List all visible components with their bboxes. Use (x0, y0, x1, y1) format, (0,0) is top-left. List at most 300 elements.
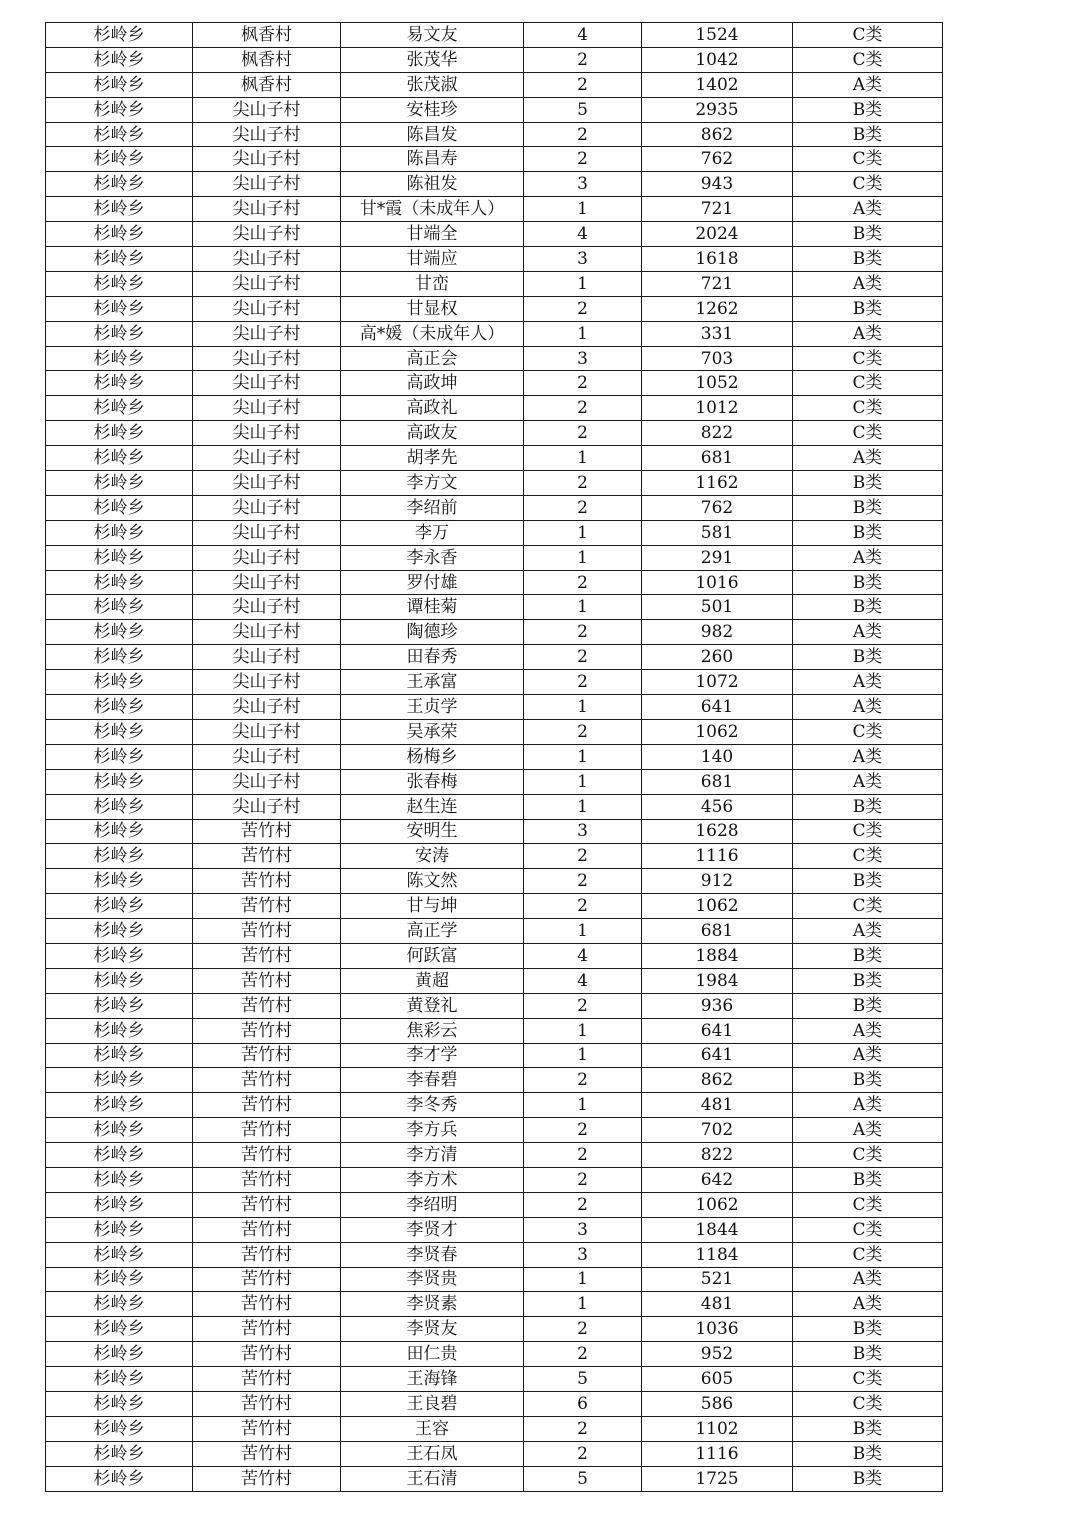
cell-village: 尖山子村 (193, 645, 341, 670)
cell-township: 杉岭乡 (46, 1466, 193, 1491)
cell-amount: 762 (642, 495, 793, 520)
cell-category: C类 (793, 396, 943, 421)
cell-township: 杉岭乡 (46, 446, 193, 471)
cell-village: 尖山子村 (193, 520, 341, 545)
cell-name: 李方清 (341, 1143, 524, 1168)
cell-township: 杉岭乡 (46, 222, 193, 247)
table-row (46, 1441, 943, 1466)
cell-category: B类 (793, 1068, 943, 1093)
cell-amount: 1062 (642, 719, 793, 744)
cell-township: 杉岭乡 (46, 1118, 193, 1143)
table-row (46, 321, 943, 346)
cell-amount: 605 (642, 1367, 793, 1392)
cell-township: 杉岭乡 (46, 769, 193, 794)
cell-village: 尖山子村 (193, 471, 341, 496)
cell-household-size: 2 (524, 471, 642, 496)
cell-category: C类 (793, 819, 943, 844)
table-row (46, 1018, 943, 1043)
cell-category: B类 (793, 570, 943, 595)
cell-village: 尖山子村 (193, 769, 341, 794)
cell-township: 杉岭乡 (46, 545, 193, 570)
cell-household-size: 3 (524, 172, 642, 197)
cell-village: 尖山子村 (193, 371, 341, 396)
cell-township: 杉岭乡 (46, 844, 193, 869)
cell-name: 赵生连 (341, 794, 524, 819)
cell-village: 尖山子村 (193, 222, 341, 247)
cell-village: 尖山子村 (193, 296, 341, 321)
cell-household-size: 2 (524, 719, 642, 744)
cell-name: 李方文 (341, 471, 524, 496)
cell-amount: 1012 (642, 396, 793, 421)
cell-amount: 1072 (642, 670, 793, 695)
cell-township: 杉岭乡 (46, 371, 193, 396)
cell-village: 苦竹村 (193, 1043, 341, 1068)
cell-amount: 1062 (642, 894, 793, 919)
cell-name: 罗付雄 (341, 570, 524, 595)
cell-amount: 481 (642, 1093, 793, 1118)
table-row (46, 1367, 943, 1392)
cell-township: 杉岭乡 (46, 247, 193, 272)
cell-amount: 1116 (642, 844, 793, 869)
cell-amount: 1184 (642, 1242, 793, 1267)
cell-household-size: 1 (524, 794, 642, 819)
table-row (46, 346, 943, 371)
table-row (46, 1143, 943, 1168)
cell-category: B类 (793, 1342, 943, 1367)
cell-household-size: 1 (524, 1292, 642, 1317)
table-row (46, 197, 943, 222)
cell-township: 杉岭乡 (46, 495, 193, 520)
cell-household-size: 1 (524, 545, 642, 570)
cell-household-size: 1 (524, 1093, 642, 1118)
cell-township: 杉岭乡 (46, 695, 193, 720)
cell-name: 甘与坤 (341, 894, 524, 919)
cell-township: 杉岭乡 (46, 520, 193, 545)
table-row (46, 421, 943, 446)
cell-village: 尖山子村 (193, 670, 341, 695)
cell-household-size: 1 (524, 520, 642, 545)
cell-township: 杉岭乡 (46, 1143, 193, 1168)
cell-category: B类 (793, 595, 943, 620)
cell-village: 尖山子村 (193, 620, 341, 645)
cell-name: 李冬秀 (341, 1093, 524, 1118)
cell-township: 杉岭乡 (46, 993, 193, 1018)
table-row (46, 396, 943, 421)
table-row (46, 97, 943, 122)
cell-name: 焦彩云 (341, 1018, 524, 1043)
cell-category: C类 (793, 47, 943, 72)
cell-amount: 822 (642, 1143, 793, 1168)
cell-village: 苦竹村 (193, 1217, 341, 1242)
cell-category: C类 (793, 1242, 943, 1267)
table-row (46, 1068, 943, 1093)
table-row (46, 247, 943, 272)
cell-amount: 703 (642, 346, 793, 371)
cell-household-size: 1 (524, 744, 642, 769)
table-row (46, 719, 943, 744)
cell-name: 黄超 (341, 968, 524, 993)
table-row (46, 645, 943, 670)
table-row (46, 869, 943, 894)
cell-amount: 943 (642, 172, 793, 197)
cell-category: B类 (793, 968, 943, 993)
cell-township: 杉岭乡 (46, 919, 193, 944)
cell-household-size: 2 (524, 495, 642, 520)
cell-name: 安涛 (341, 844, 524, 869)
table-row (46, 894, 943, 919)
cell-household-size: 3 (524, 1217, 642, 1242)
cell-name: 杨梅乡 (341, 744, 524, 769)
cell-amount: 260 (642, 645, 793, 670)
cell-category: B类 (793, 520, 943, 545)
cell-household-size: 2 (524, 844, 642, 869)
cell-name: 李绍前 (341, 495, 524, 520)
cell-category: B类 (793, 794, 943, 819)
cell-amount: 1524 (642, 23, 793, 48)
cell-name: 易文友 (341, 23, 524, 48)
cell-category: C类 (793, 172, 943, 197)
cell-category: A类 (793, 1043, 943, 1068)
cell-category: C类 (793, 421, 943, 446)
cell-household-size: 2 (524, 1118, 642, 1143)
cell-township: 杉岭乡 (46, 794, 193, 819)
cell-township: 杉岭乡 (46, 97, 193, 122)
table-row (46, 1043, 943, 1068)
cell-name: 田仁贵 (341, 1342, 524, 1367)
cell-name: 高政坤 (341, 371, 524, 396)
cell-name: 李方兵 (341, 1118, 524, 1143)
cell-name: 张茂淑 (341, 72, 524, 97)
table-row (46, 844, 943, 869)
cell-amount: 642 (642, 1167, 793, 1192)
cell-category: A类 (793, 670, 943, 695)
cell-township: 杉岭乡 (46, 620, 193, 645)
cell-village: 苦竹村 (193, 1292, 341, 1317)
table-row (46, 1192, 943, 1217)
cell-amount: 581 (642, 520, 793, 545)
cell-village: 苦竹村 (193, 1416, 341, 1441)
cell-category: B类 (793, 97, 943, 122)
cell-township: 杉岭乡 (46, 1367, 193, 1392)
cell-name: 高正会 (341, 346, 524, 371)
cell-township: 杉岭乡 (46, 471, 193, 496)
cell-household-size: 5 (524, 1367, 642, 1392)
cell-township: 杉岭乡 (46, 23, 193, 48)
table-row (46, 1391, 943, 1416)
cell-amount: 936 (642, 993, 793, 1018)
table-row (46, 919, 943, 944)
cell-village: 苦竹村 (193, 1391, 341, 1416)
cell-village: 苦竹村 (193, 1167, 341, 1192)
cell-village: 苦竹村 (193, 1267, 341, 1292)
cell-amount: 1042 (642, 47, 793, 72)
cell-category: A类 (793, 72, 943, 97)
cell-category: A类 (793, 1093, 943, 1118)
cell-amount: 1116 (642, 1441, 793, 1466)
cell-amount: 702 (642, 1118, 793, 1143)
cell-name: 谭桂菊 (341, 595, 524, 620)
cell-household-size: 5 (524, 97, 642, 122)
cell-amount: 140 (642, 744, 793, 769)
cell-category: C类 (793, 371, 943, 396)
cell-amount: 291 (642, 545, 793, 570)
cell-township: 杉岭乡 (46, 122, 193, 147)
cell-name: 高*媛（未成年人） (341, 321, 524, 346)
cell-village: 尖山子村 (193, 271, 341, 296)
cell-name: 甘端应 (341, 247, 524, 272)
cell-category: C类 (793, 844, 943, 869)
cell-name: 高正学 (341, 919, 524, 944)
cell-township: 杉岭乡 (46, 645, 193, 670)
cell-household-size: 1 (524, 321, 642, 346)
cell-amount: 982 (642, 620, 793, 645)
cell-category: A类 (793, 1292, 943, 1317)
cell-amount: 681 (642, 446, 793, 471)
cell-village: 苦竹村 (193, 1466, 341, 1491)
cell-amount: 762 (642, 147, 793, 172)
cell-name: 陈昌发 (341, 122, 524, 147)
cell-amount: 1844 (642, 1217, 793, 1242)
cell-township: 杉岭乡 (46, 819, 193, 844)
cell-name: 王石凤 (341, 1441, 524, 1466)
cell-amount: 1062 (642, 1192, 793, 1217)
cell-township: 杉岭乡 (46, 1342, 193, 1367)
cell-amount: 481 (642, 1292, 793, 1317)
cell-household-size: 2 (524, 122, 642, 147)
cell-household-size: 2 (524, 620, 642, 645)
cell-village: 苦竹村 (193, 819, 341, 844)
cell-category: B类 (793, 222, 943, 247)
data-table (45, 22, 943, 1492)
cell-township: 杉岭乡 (46, 47, 193, 72)
cell-amount: 681 (642, 769, 793, 794)
cell-household-size: 2 (524, 421, 642, 446)
cell-township: 杉岭乡 (46, 396, 193, 421)
cell-township: 杉岭乡 (46, 943, 193, 968)
cell-household-size: 1 (524, 197, 642, 222)
cell-amount: 1725 (642, 1466, 793, 1491)
cell-household-size: 1 (524, 695, 642, 720)
cell-township: 杉岭乡 (46, 271, 193, 296)
table-row (46, 1118, 943, 1143)
cell-amount: 1102 (642, 1416, 793, 1441)
cell-category: A类 (793, 197, 943, 222)
cell-village: 尖山子村 (193, 396, 341, 421)
table-row (46, 769, 943, 794)
cell-village: 尖山子村 (193, 197, 341, 222)
cell-category: B类 (793, 993, 943, 1018)
table-row (46, 819, 943, 844)
cell-category: C类 (793, 23, 943, 48)
cell-township: 杉岭乡 (46, 869, 193, 894)
cell-township: 杉岭乡 (46, 1192, 193, 1217)
cell-amount: 1984 (642, 968, 793, 993)
cell-household-size: 1 (524, 271, 642, 296)
cell-name: 何跃富 (341, 943, 524, 968)
cell-name: 陈昌寿 (341, 147, 524, 172)
cell-household-size: 2 (524, 47, 642, 72)
table-body (46, 23, 943, 1492)
cell-amount: 1016 (642, 570, 793, 595)
cell-category: B类 (793, 1167, 943, 1192)
cell-township: 杉岭乡 (46, 1043, 193, 1068)
cell-village: 尖山子村 (193, 446, 341, 471)
cell-name: 王承富 (341, 670, 524, 695)
cell-category: B类 (793, 1416, 943, 1441)
cell-village: 枫香村 (193, 72, 341, 97)
cell-village: 苦竹村 (193, 943, 341, 968)
cell-household-size: 2 (524, 1317, 642, 1342)
cell-amount: 641 (642, 695, 793, 720)
cell-household-size: 1 (524, 919, 642, 944)
cell-household-size: 2 (524, 1441, 642, 1466)
cell-village: 苦竹村 (193, 1441, 341, 1466)
cell-village: 尖山子村 (193, 122, 341, 147)
cell-township: 杉岭乡 (46, 595, 193, 620)
cell-household-size: 4 (524, 23, 642, 48)
cell-name: 李方术 (341, 1167, 524, 1192)
cell-township: 杉岭乡 (46, 421, 193, 446)
table-row (46, 943, 943, 968)
table-row (46, 296, 943, 321)
cell-category: A类 (793, 1267, 943, 1292)
cell-name: 李贤贵 (341, 1267, 524, 1292)
cell-category: C类 (793, 1217, 943, 1242)
cell-amount: 1036 (642, 1317, 793, 1342)
cell-household-size: 1 (524, 1043, 642, 1068)
cell-category: A类 (793, 321, 943, 346)
cell-household-size: 2 (524, 1192, 642, 1217)
cell-village: 苦竹村 (193, 1018, 341, 1043)
cell-category: B类 (793, 1466, 943, 1491)
cell-category: A类 (793, 919, 943, 944)
cell-household-size: 1 (524, 1267, 642, 1292)
cell-township: 杉岭乡 (46, 296, 193, 321)
table-row (46, 23, 943, 48)
cell-township: 杉岭乡 (46, 1317, 193, 1342)
table-row (46, 147, 943, 172)
cell-name: 高政友 (341, 421, 524, 446)
cell-amount: 721 (642, 271, 793, 296)
cell-category: B类 (793, 122, 943, 147)
table-row (46, 47, 943, 72)
cell-household-size: 2 (524, 869, 642, 894)
cell-township: 杉岭乡 (46, 570, 193, 595)
cell-category: A类 (793, 1018, 943, 1043)
cell-amount: 1884 (642, 943, 793, 968)
cell-household-size: 5 (524, 1466, 642, 1491)
table-row (46, 1416, 943, 1441)
cell-household-size: 1 (524, 446, 642, 471)
cell-name: 安明生 (341, 819, 524, 844)
cell-name: 李贤素 (341, 1292, 524, 1317)
cell-township: 杉岭乡 (46, 321, 193, 346)
cell-name: 黄登礼 (341, 993, 524, 1018)
cell-category: A类 (793, 620, 943, 645)
cell-category: B类 (793, 645, 943, 670)
cell-amount: 952 (642, 1342, 793, 1367)
cell-category: A类 (793, 695, 943, 720)
table-row (46, 993, 943, 1018)
cell-township: 杉岭乡 (46, 1441, 193, 1466)
cell-category: B类 (793, 471, 943, 496)
table-row (46, 1242, 943, 1267)
cell-township: 杉岭乡 (46, 1292, 193, 1317)
cell-category: C类 (793, 1192, 943, 1217)
cell-village: 苦竹村 (193, 1317, 341, 1342)
cell-village: 苦竹村 (193, 968, 341, 993)
cell-category: B类 (793, 869, 943, 894)
cell-township: 杉岭乡 (46, 1018, 193, 1043)
cell-category: A类 (793, 271, 943, 296)
cell-household-size: 2 (524, 1143, 642, 1168)
cell-household-size: 3 (524, 247, 642, 272)
cell-village: 尖山子村 (193, 346, 341, 371)
cell-amount: 641 (642, 1043, 793, 1068)
table-row (46, 1217, 943, 1242)
cell-amount: 822 (642, 421, 793, 446)
table-row (46, 1342, 943, 1367)
cell-village: 尖山子村 (193, 97, 341, 122)
cell-name: 甘*霞（未成年人） (341, 197, 524, 222)
cell-name: 李贤春 (341, 1242, 524, 1267)
cell-category: C类 (793, 1391, 943, 1416)
cell-name: 李才学 (341, 1043, 524, 1068)
cell-township: 杉岭乡 (46, 172, 193, 197)
cell-household-size: 4 (524, 943, 642, 968)
cell-amount: 1162 (642, 471, 793, 496)
table-row (46, 595, 943, 620)
cell-name: 李万 (341, 520, 524, 545)
cell-household-size: 6 (524, 1391, 642, 1416)
table-row (46, 471, 943, 496)
cell-household-size: 2 (524, 894, 642, 919)
cell-township: 杉岭乡 (46, 197, 193, 222)
cell-township: 杉岭乡 (46, 1242, 193, 1267)
cell-village: 尖山子村 (193, 495, 341, 520)
cell-household-size: 1 (524, 595, 642, 620)
cell-household-size: 4 (524, 968, 642, 993)
cell-village: 尖山子村 (193, 147, 341, 172)
cell-village: 苦竹村 (193, 993, 341, 1018)
cell-household-size: 3 (524, 346, 642, 371)
cell-category: C类 (793, 1143, 943, 1168)
cell-village: 尖山子村 (193, 172, 341, 197)
cell-name: 李绍明 (341, 1192, 524, 1217)
cell-township: 杉岭乡 (46, 744, 193, 769)
cell-village: 尖山子村 (193, 744, 341, 769)
cell-household-size: 1 (524, 769, 642, 794)
cell-township: 杉岭乡 (46, 346, 193, 371)
table-row (46, 1093, 943, 1118)
cell-township: 杉岭乡 (46, 72, 193, 97)
cell-name: 吴承荣 (341, 719, 524, 744)
cell-village: 尖山子村 (193, 545, 341, 570)
cell-village: 苦竹村 (193, 1192, 341, 1217)
table-row (46, 1167, 943, 1192)
cell-category: C类 (793, 1367, 943, 1392)
cell-household-size: 4 (524, 222, 642, 247)
table-row (46, 670, 943, 695)
cell-category: B类 (793, 943, 943, 968)
cell-category: C类 (793, 147, 943, 172)
cell-household-size: 2 (524, 993, 642, 1018)
cell-township: 杉岭乡 (46, 719, 193, 744)
cell-household-size: 2 (524, 670, 642, 695)
cell-household-size: 3 (524, 1242, 642, 1267)
table-row (46, 695, 943, 720)
cell-household-size: 2 (524, 296, 642, 321)
